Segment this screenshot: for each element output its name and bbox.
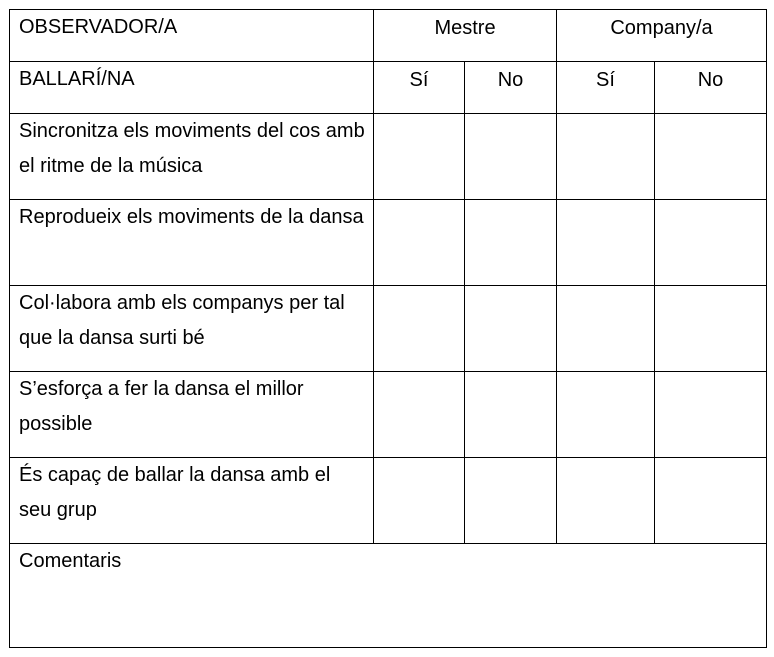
dancer-row [10,62,767,114]
criterion-label: Col·labora amb els companys per tal que la dansa surti bé [10,286,374,372]
mestre-yes-cell[interactable] [374,114,465,200]
criterion-row-5 [10,458,767,544]
company-yes-cell[interactable] [557,458,655,544]
company-no-cell[interactable] [655,372,767,458]
comments-row [10,544,767,648]
criterion-label: És capaç de ballar la dansa amb el seu grup [10,458,374,544]
comments-label: Comentaris [19,550,122,572]
group-header-company: Company/a [557,10,767,62]
mestre-no-cell[interactable] [465,458,557,544]
company-yes-header: Sí [557,62,655,114]
criterion-row-3 [10,286,767,372]
mestre-no-header: No [465,62,557,114]
criterion-row-2 [10,200,767,286]
company-yes-cell[interactable] [557,286,655,372]
mestre-yes-cell[interactable] [374,200,465,286]
criterion-label: S’esforça a fer la dansa el millor possible [10,372,374,458]
company-yes-cell[interactable] [557,200,655,286]
observer-label: OBSERVADOR/A [10,10,374,62]
mestre-yes-cell[interactable] [374,286,465,372]
company-yes-cell[interactable] [557,114,655,200]
company-no-header: No [655,62,767,114]
mestre-no-cell[interactable] [465,114,557,200]
company-no-cell[interactable] [655,200,767,286]
criterion-row-4 [10,372,767,458]
company-no-cell[interactable] [655,458,767,544]
dancer-label: BALLARÍ/NA [10,62,374,114]
company-no-cell[interactable] [655,286,767,372]
comments-field[interactable] [10,544,767,648]
criterion-label: Sincronitza els moviments del cos amb el ritme de la música [10,114,374,200]
company-yes-cell[interactable] [557,372,655,458]
mestre-yes-header: Sí [374,62,465,114]
evaluation-table [9,9,767,648]
mestre-no-cell[interactable] [465,200,557,286]
criterion-label: Reprodueix els moviments de la dansa [10,200,374,286]
group-header-mestre: Mestre [374,10,557,62]
criterion-row-1 [10,114,767,200]
mestre-no-cell[interactable] [465,372,557,458]
mestre-no-cell[interactable] [465,286,557,372]
mestre-yes-cell[interactable] [374,458,465,544]
company-no-cell[interactable] [655,114,767,200]
observer-row [10,10,767,62]
mestre-yes-cell[interactable] [374,372,465,458]
